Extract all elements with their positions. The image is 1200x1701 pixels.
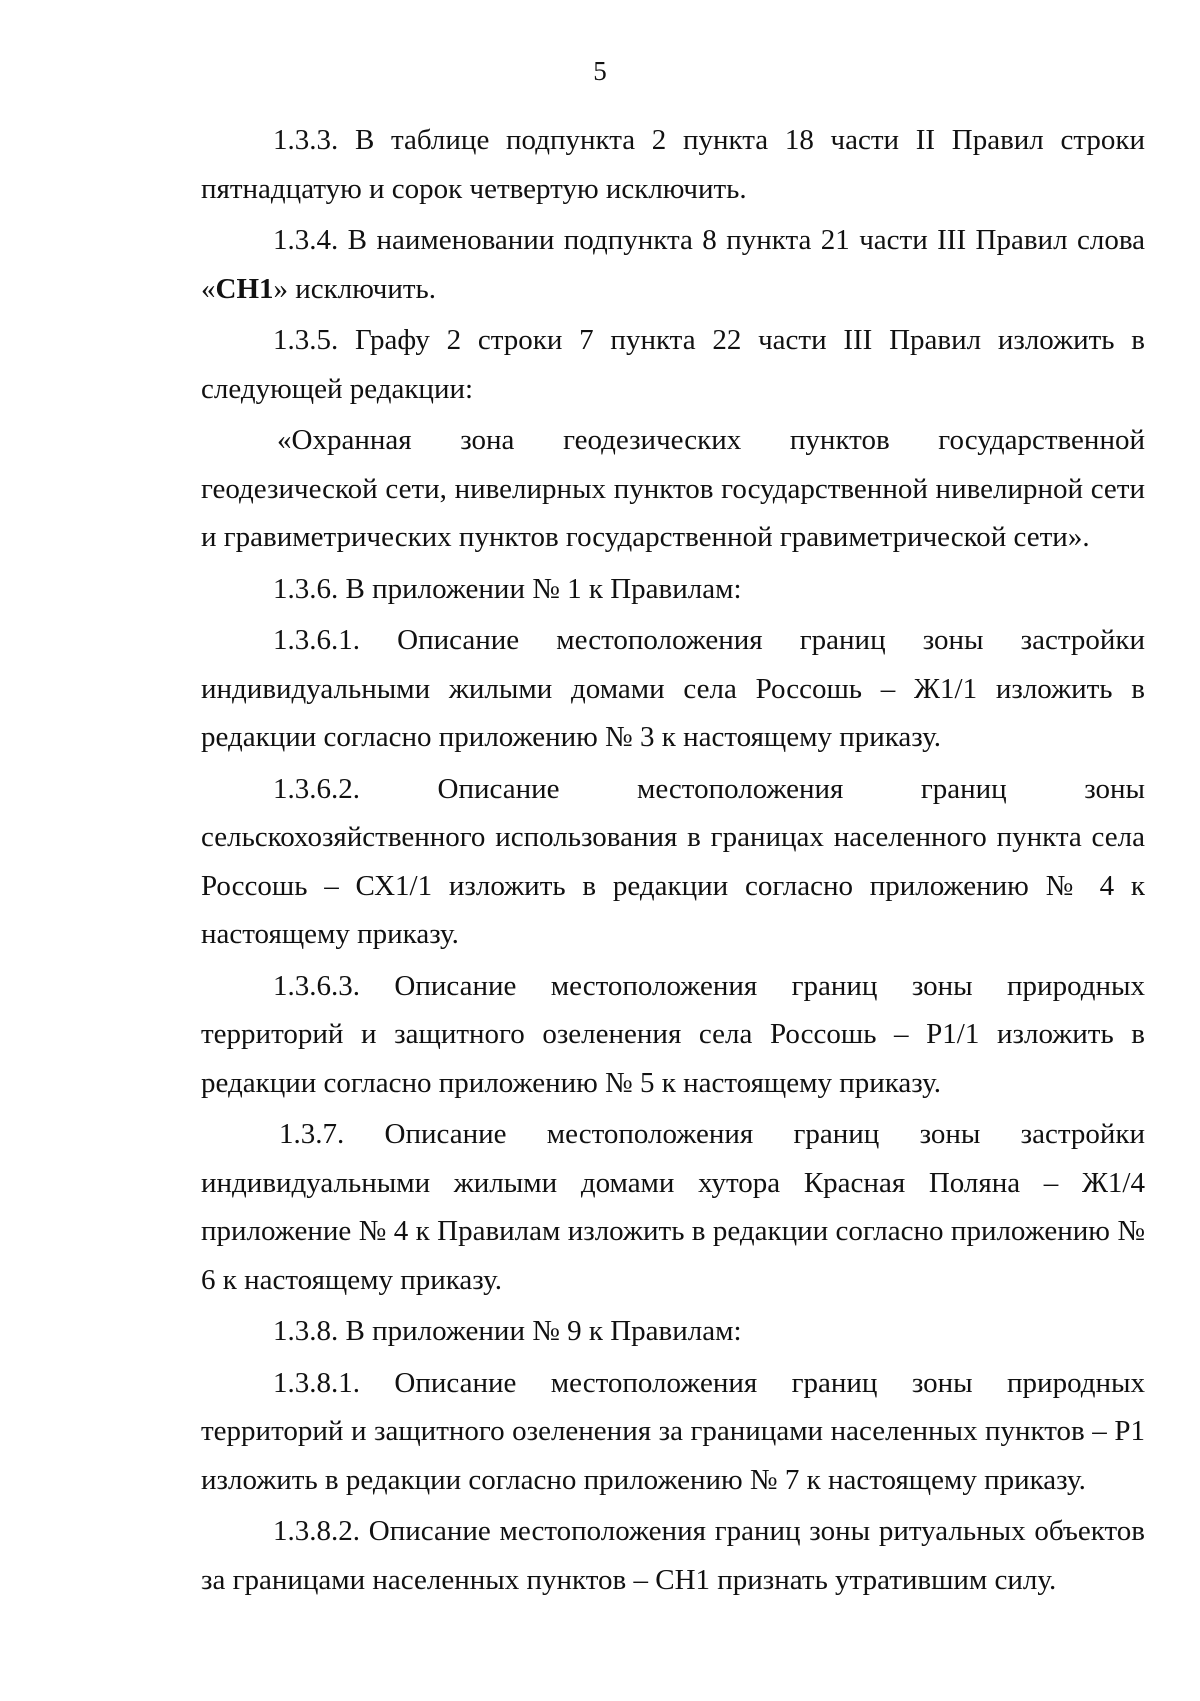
page-number: 5 [593,56,607,86]
open-quote: « [201,272,216,305]
paragraph-1-3-4 [201,216,1145,313]
paragraph-1-3-4-tail: » исключить. [273,272,437,305]
paragraph-1-3-4-text: 1.3.4. В наименовании подпункта 8 пункта 21 части III Правил слова [273,224,1145,256]
paragraph-1-3-5: 1.3.5. Графу 2 строки 7 пункта 22 части III Правил изложить в следующей редакции: [201,324,1145,405]
paragraph-1-3-6-2: 1.3.6.2. Описание местоположения границ зоны сельскохозяйственного использования в границах населенного пункта села Россошь – СХ1/1 изложить в редакции согласно приложению № 4 к настоящему приказу. [201,772,1145,950]
paragraph-1-3-4-bold-term: СН1 [215,272,274,305]
paragraph-1-3-8: 1.3.8. В приложении № 9 к Правилам: [273,1315,742,1347]
paragraph-1-3-8-2: 1.3.8.2. Описание местоположения границ зоны ритуальных объектов за границами населенных пунктов – СН1 признать утратившим силу. [201,1515,1145,1596]
paragraph-1-3-6-3: 1.3.6.3. Описание местоположения границ зоны природных территорий и защитного озеленения села Россошь – Р1/1 изложить в редакции согласно приложению № 5 к настоящему приказу. [201,969,1145,1099]
paragraph-1-3-8-1: 1.3.8.1. Описание местоположения границ зоны природных территорий и защитного озеленения за границами населенных пунктов – Р1 изложить в редакции согласно приложению № 7 к настоящему приказу. [201,1366,1145,1496]
paragraph-1-3-7: 1.3.7. Описание местоположения границ зоны застройки индивидуальными жилыми домами хутора Красная Поляна – Ж1/4 приложение № 4 к Правилам изложить в редакции согласно приложению № 6 к настоящему приказу. [201,1118,1145,1296]
paragraph-1-3-6: 1.3.6. В приложении № 1 к Правилам: [273,572,742,605]
document-body [201,116,1145,1607]
quoted-text: «Охранная зона геодезических пунктов государственной геодезической сети, нивелирных пунктов государственной нивелирной сети и гравиметрических пунктов государственной гравиметрической сети». [201,424,1145,553]
paragraph-1-3-6-1: 1.3.6.1. Описание местоположения границ зоны застройки индивидуальными жилыми домами села Россошь – Ж1/1 изложить в редакции согласно приложению № 3 к настоящему приказу. [201,624,1145,753]
paragraph-1-3-3: 1.3.3. В таблице подпункта 2 пункта 18 части II Правил строки пятнадцатую и сорок четвертую исключить. [201,124,1145,205]
